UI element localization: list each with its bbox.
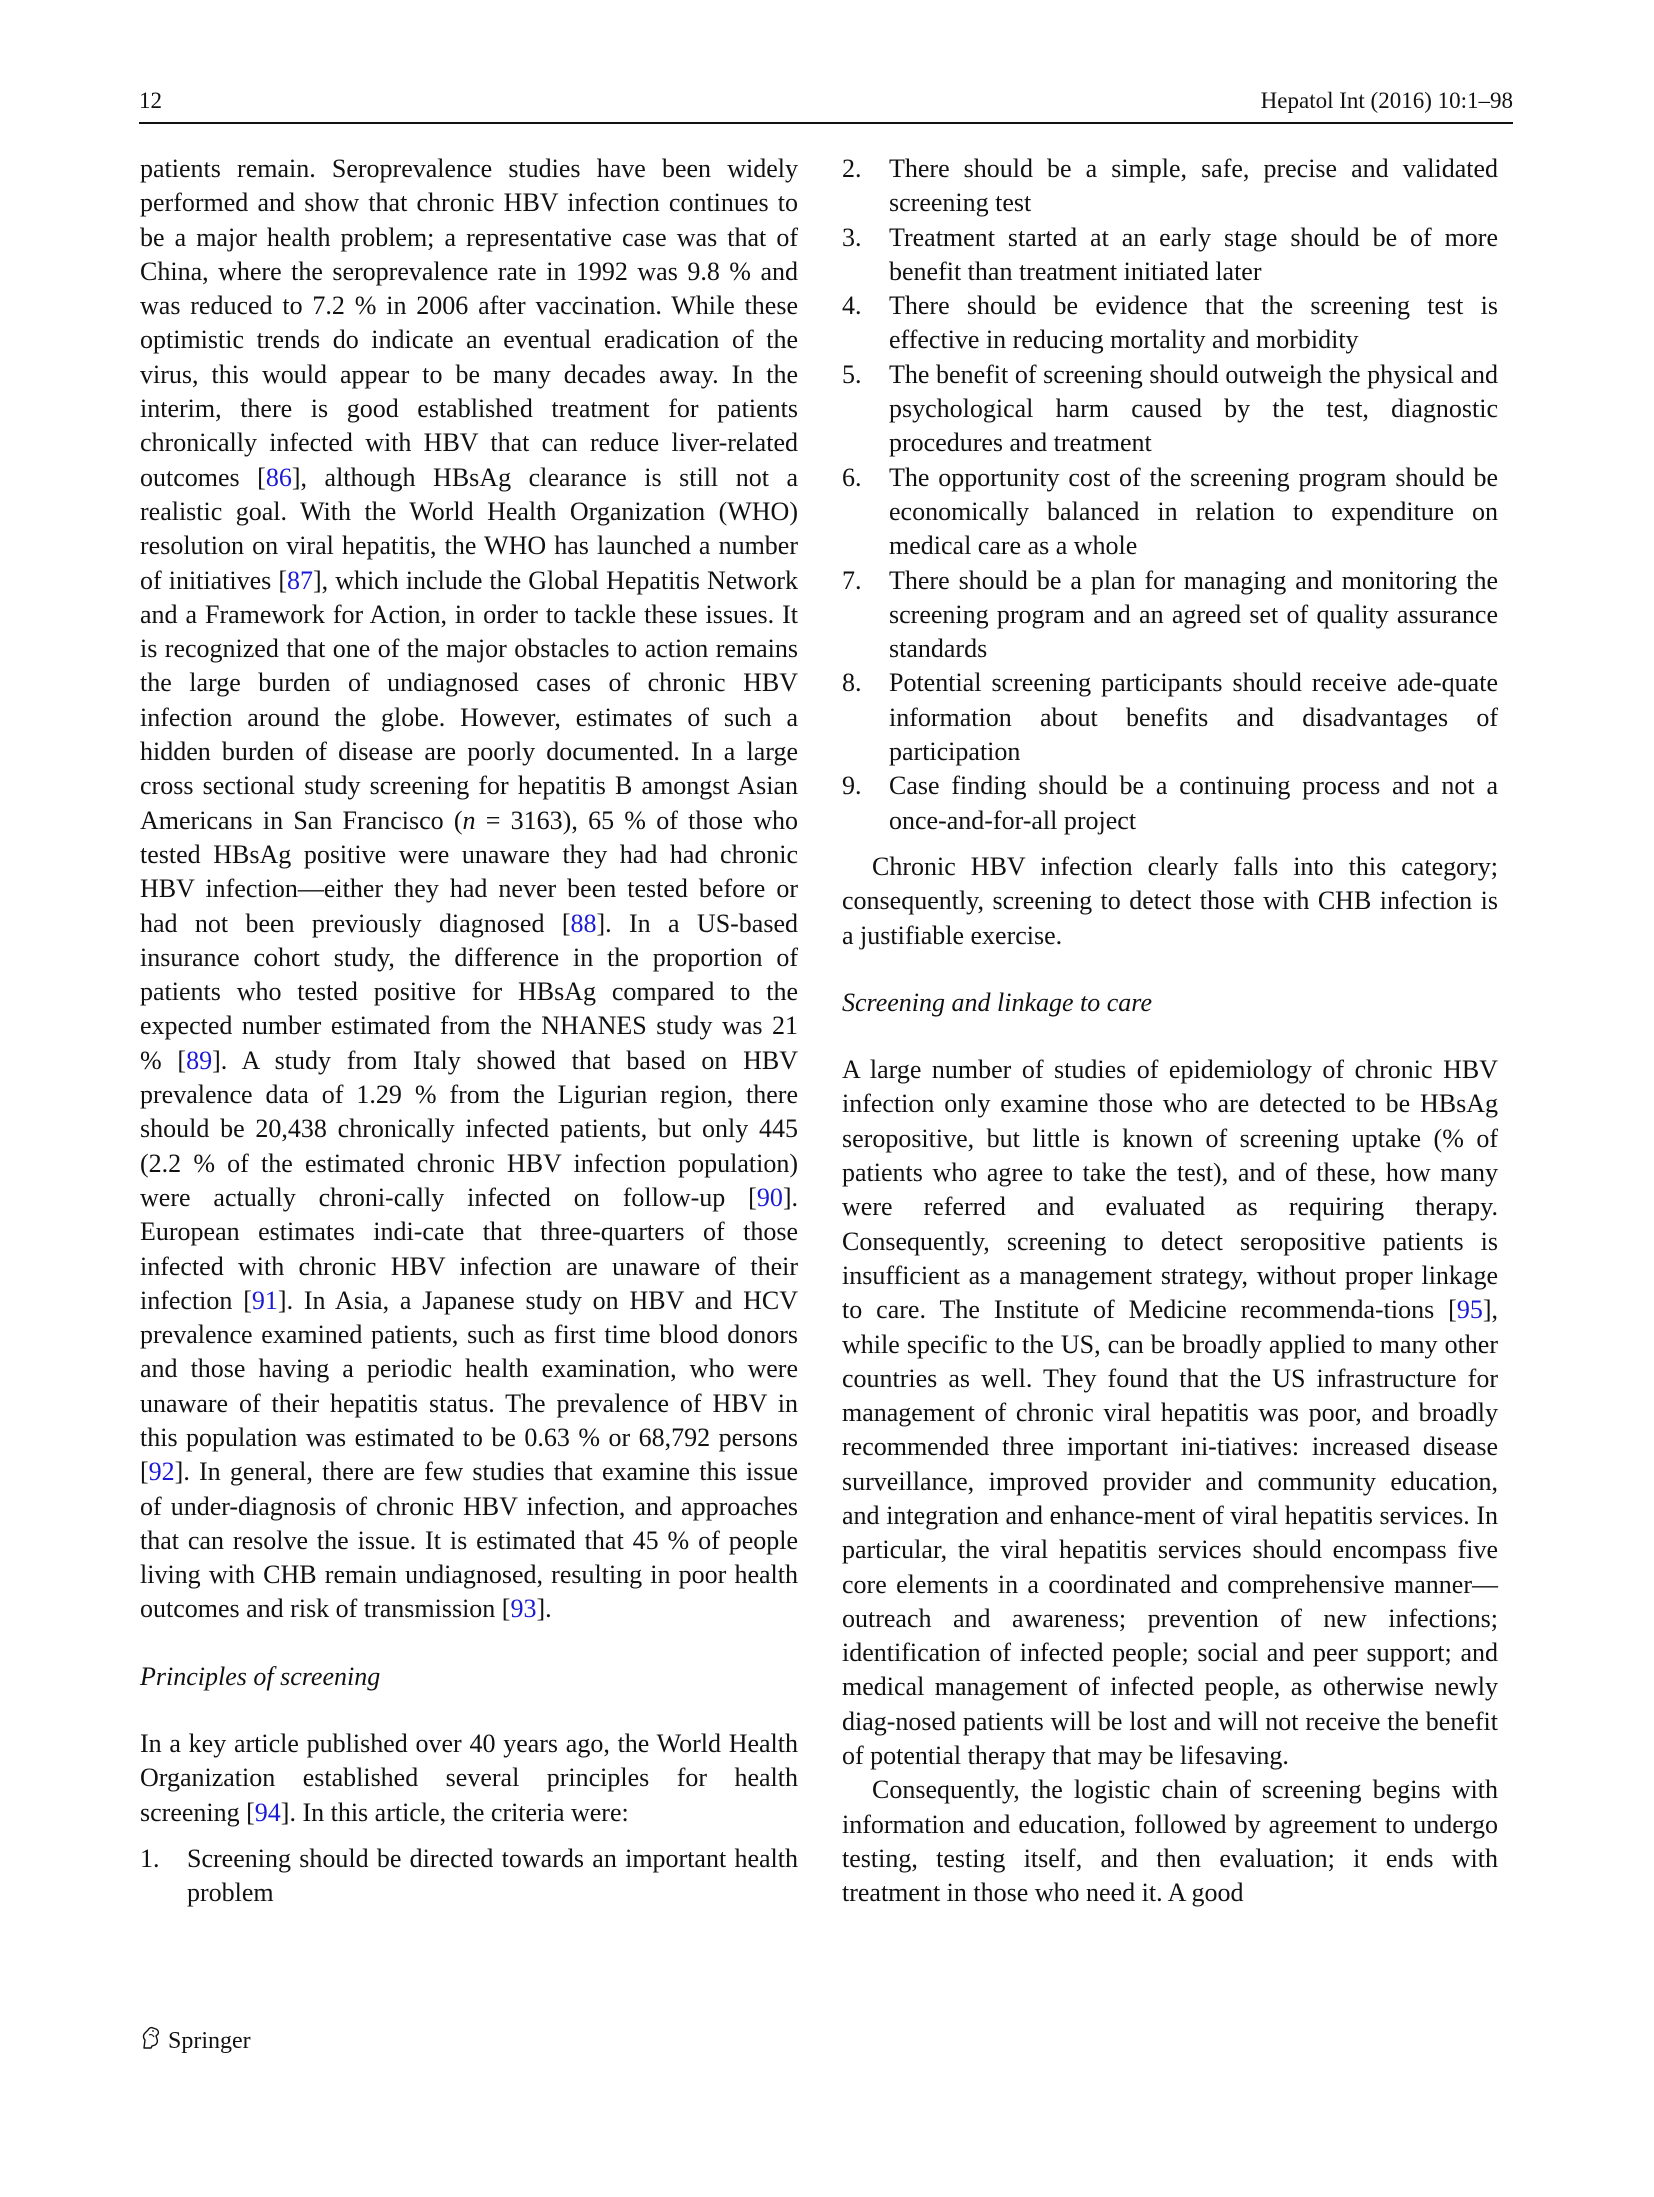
reference-link[interactable]: 88 xyxy=(570,908,597,938)
body-paragraph: A large number of studies of epidemiology of chronic HBV infection only examine those who are detected to be HBsAg seropositive, but little is known of screening uptake (% of patients who agree to take the test), and of these, how many were referred and evaluated as requiring therapy. Consequently, screening to detect seropositive patients is insufficient as a management strategy, without proper linkage to care. The Institute of Medicine recommenda-tions [95], while specific to the US, can be broadly applied to many other countries as well. They found that the US infrastructure for management of chronic viral hepatitis was poor, and broadly recommended three important ini-tiatives: increased disease surveillance, improved provider and community education, and integration and enhance-ment of viral hepatitis services. In particular, the viral hepatitis services should encompass five core elements in a coordinated and comprehensive manner—outreach and awareness; prevention of new infections; identification of infected people; social and peer support; and medical management of infected people, as otherwise newly diag-nosed patients will be lost and will not receive the benefit of potential therapy that may be lifesaving. xyxy=(842,1055,1498,1771)
running-header xyxy=(139,88,1513,124)
list-item: 9. Case finding should be a continuing process and not a once-and-for-all project xyxy=(842,771,1498,835)
list-item: 8. Potential screening participants should receive ade-quate information about benefits and disadvantages of participation xyxy=(842,668,1498,767)
criteria-list xyxy=(140,1842,798,1911)
page-number: 12 xyxy=(139,88,162,113)
section-heading: Principles of screening xyxy=(140,1661,381,1691)
list-item: 3. Treatment started at an early stage should be of more benefit than treatment initiated later xyxy=(842,222,1498,286)
reference-link[interactable]: 86 xyxy=(265,462,292,492)
list-item: 4. There should be evidence that the screening test is effective in reducing mortality and morbidity xyxy=(842,291,1498,355)
reference-link[interactable]: 95 xyxy=(1456,1295,1483,1325)
body-paragraph: In a key article published over 40 years ago, the World Health Organization established several principles for health screening [94]. In this article, the criteria were: xyxy=(140,1729,798,1827)
reference-link[interactable]: 92 xyxy=(148,1457,175,1487)
reference-link[interactable]: 93 xyxy=(510,1594,537,1624)
list-item: 7. There should be a plan for managing and monitoring the screening program and an agreed set of quality assurance standards xyxy=(842,565,1498,664)
journal-citation: Hepatol Int (2016) 10:1–98 xyxy=(1260,88,1513,113)
body-paragraph: Consequently, the logistic chain of screening begins with information and education, followed by agreement to undergo testing, testing itself, and then evaluation; it ends with treatment in those who need it. A good xyxy=(842,1775,1498,1908)
reference-link[interactable]: 87 xyxy=(287,565,313,595)
body-paragraph: Chronic HBV infection clearly falls into this category; consequently, screening to detect those with CHB infection is a justifiable exercise. xyxy=(842,851,1498,950)
publisher-name: Springer xyxy=(168,2028,251,2054)
list-item: 1. Screening should be directed towards an important health problem xyxy=(140,1843,798,1908)
criteria-list xyxy=(842,152,1498,838)
list-item: 6. The opportunity cost of the screening program should be economically balanced in relation to expenditure on medical care as a whole xyxy=(842,462,1498,561)
publisher-footer xyxy=(140,2026,251,2057)
reference-link[interactable]: 91 xyxy=(251,1285,278,1315)
right-column xyxy=(842,152,1498,1911)
body-paragraph: patients remain. Seroprevalence studies have been widely performed and show that chronic HBV infection continues to be a major health problem; a representative case was that of China, where the seroprevalence rate in 1992 was 9.8 % and was reduced to 7.2 % in 2006 after vaccination. While these optimistic trends do indicate an eventual eradication of the virus, this would appear to be many decades away. In the interim, there is good established treatment for patients chronically infected with HBV that can reduce liver-related outcomes [86], although HBsAg clearance is still not a realistic goal. With the World Health Organization (WHO) resolution on viral hepatitis, the WHO has launched a number of initiatives [87], which include the Global Hepatitis Network and a Framework for Action, in order to tackle these issues. It is recognized that one of the major obstacles to action remains the large burden of undiagnosed cases of chronic HBV infection around the globe. However, estimates of such a hidden burden of disease are poorly documented. In a large cross sectional study screening for hepatitis B amongst Asian Americans in San Francisco (n = 3163), 65 % of those who tested HBsAg positive were unaware they had had chronic HBV infection—either they had never been tested before or had not been previously diagnosed [88]. In a US-based insurance cohort study, the difference in the proportion of patients who tested positive for HBsAg compared to the expected number estimated from the NHANES study was 21 % [89]. A study from Italy showed that based on HBV prevalence data of 1.29 % from the Ligurian region, there should be 20,438 chronically infected patients, but only 445 (2.2 % of the estimated chronic HBV infection population) were actually chroni-cally infected on follow-up [90]. European estimates indi-cate that three-quarters of those infected with chronic HBV infection are unaware of their infection [91]. In Asia, a Japanese study on HBV and HCV prevalence examined patients, such as first time blood donors and those having a periodic health examination, who were unaware of their hepatitis status. The prevalence of HBV in this population was estimated to be 0.63 % or 68,792 persons [92]. In general, there are few studies that examine this issue of under-diagnosis of chronic HBV infection, and approaches that can resolve the issue. It is estimated that 45 % of people living with CHB remain undiagnosed, resulting in poor health outcomes and risk of transmission [93]. xyxy=(140,154,799,1624)
left-column xyxy=(140,152,798,1911)
springer-horse-icon xyxy=(140,2026,162,2057)
list-item: 2. There should be a simple, safe, precise and validated screening test xyxy=(842,154,1498,218)
list-item: 5. The benefit of screening should outweigh the physical and psychological harm caused by the test, diagnostic procedures and treatment xyxy=(842,359,1498,458)
reference-link[interactable]: 94 xyxy=(254,1797,281,1827)
reference-link[interactable]: 90 xyxy=(756,1182,783,1212)
section-heading: Screening and linkage to care xyxy=(842,987,1152,1017)
reference-link[interactable]: 89 xyxy=(186,1045,213,1075)
